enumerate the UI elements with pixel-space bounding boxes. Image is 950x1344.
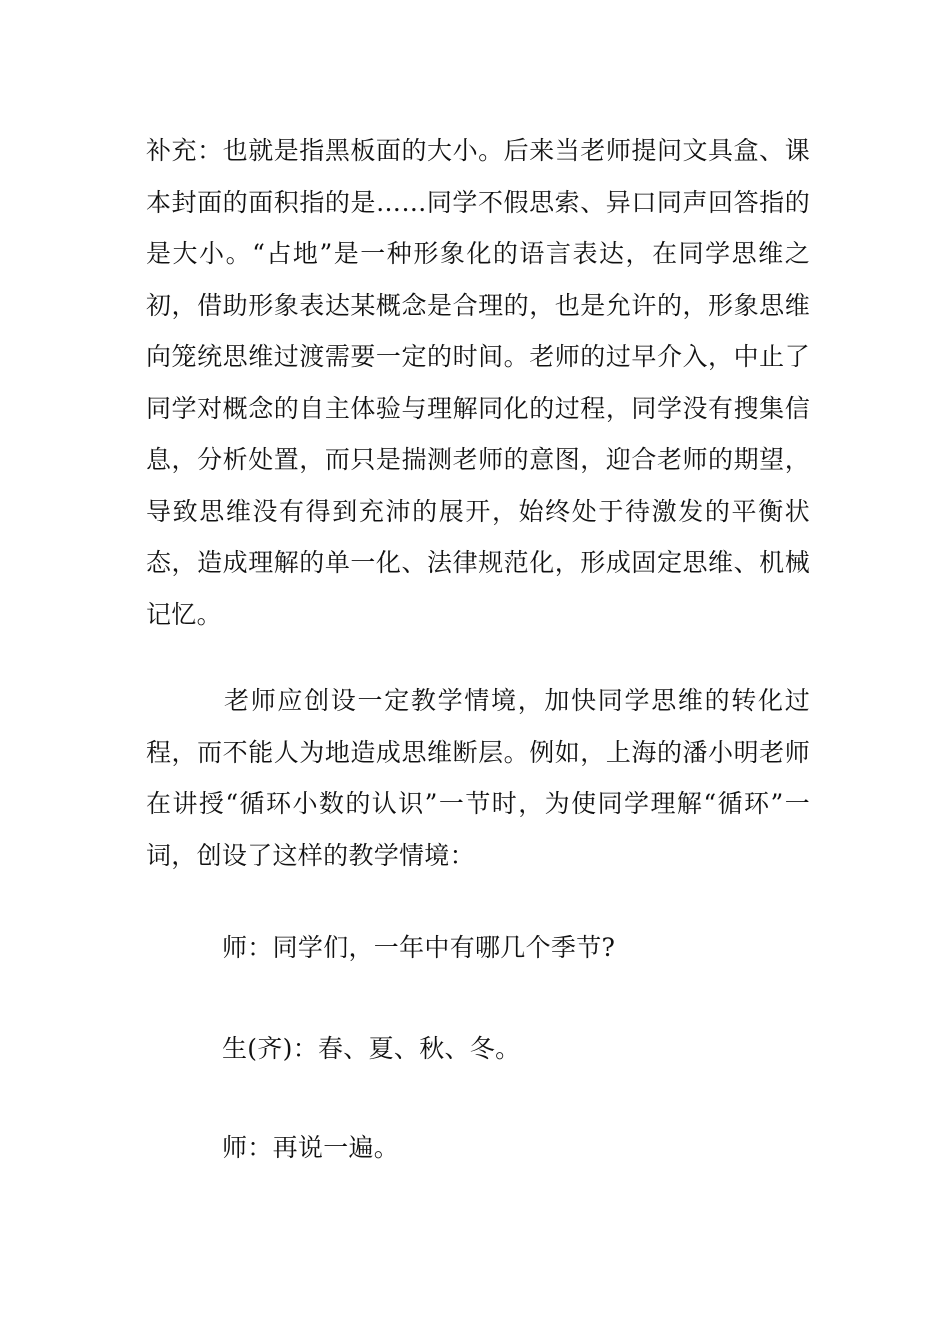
dialog-line: 生(齐)：春、夏、秋、冬。: [222, 1034, 521, 1063]
body-paragraph: 老师应创设一定教学情境，加快同学思维的转化过程，而不能人为地造成思维断层。例如，上海的潘小明老师在讲授“循环小数的认识”一节时，为使同学理解“循环”一词，创设了这样的教学情境：: [146, 686, 810, 870]
dialog-line: 师：同学们，一年中有哪几个季节?: [222, 933, 616, 962]
dialog-line: 师：再说一遍。: [222, 1133, 400, 1162]
body-paragraph: 补充：也就是指黑板面的大小。后来当老师提问文具盒、课本封面的面积指的是……同学不假思索、异口同声回答指的是大小。“占地”是一种形象化的语言表达，在同学思维之初，借助形象表达某概念是合理的，也是允许的，形象思维向笼统思维过渡需要一定的时间。老师的过早介入，中止了同学对概念的自主体验与理解同化的过程，同学没有搜集信息，分析处置，而只是揣测老师的意图，迎合老师的期望，导致思维没有得到充沛的展开，始终处于待激发的平衡状态，造成理解的单一化、法律规范化，形成固定思维、机械记忆。: [146, 136, 810, 629]
